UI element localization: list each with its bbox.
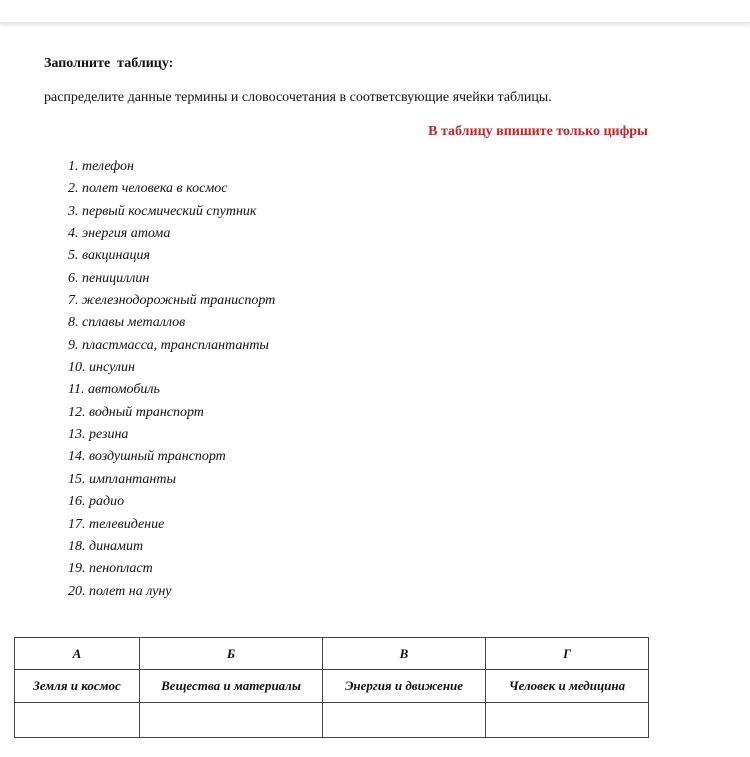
list-item: 5. вакцинация xyxy=(68,248,150,264)
terms-list xyxy=(68,158,275,605)
list-item: 3. первый космический спутник xyxy=(68,203,257,219)
column-title-v: Энергия и движение xyxy=(323,670,486,703)
list-item: 16. радио xyxy=(68,494,125,510)
viewer-top-bar xyxy=(0,0,750,23)
answer-cell-a[interactable] xyxy=(15,703,140,738)
column-letter-g: Г xyxy=(486,638,649,670)
column-title-b: Вещества и материалы xyxy=(140,670,323,703)
list-item: 18. динамит xyxy=(68,538,144,554)
answer-cell-v[interactable] xyxy=(323,703,486,738)
list-item: 13. резина xyxy=(68,427,129,443)
list-item: 1. телефон xyxy=(68,159,134,174)
list-item: 17. телевидение xyxy=(68,516,165,532)
table-row xyxy=(15,670,649,703)
table-row[interactable] xyxy=(15,703,649,738)
task-heading: Заполните таблицу: xyxy=(44,56,174,71)
column-title-g: Человек и медицина xyxy=(486,670,649,703)
list-item: 8. сплавы металлов xyxy=(68,315,186,331)
list-item: 11. автомобиль xyxy=(68,382,160,398)
list-item: 4. энергия атома xyxy=(68,226,171,242)
column-letter-v: В xyxy=(323,638,486,670)
answer-cell-b[interactable] xyxy=(140,703,323,738)
list-item: 12. водный транспорт xyxy=(68,404,204,420)
digits-only-note: В таблицу впишите только цифры xyxy=(428,124,648,139)
list-item: 14. воздушный транспорт xyxy=(68,449,226,465)
table-row xyxy=(15,638,649,670)
list-item: 2. полет человека в космос xyxy=(68,181,228,197)
list-item: 9. пластмасса, трансплантанты xyxy=(68,337,269,353)
column-letter-a: А xyxy=(15,638,140,670)
list-item: 20. полет на луну xyxy=(68,583,172,599)
list-item: 7. железнодорожный траниспорт xyxy=(68,293,276,309)
answer-cell-g[interactable] xyxy=(486,703,649,738)
answer-table xyxy=(14,637,649,738)
column-letter-b: Б xyxy=(140,638,323,670)
list-item: 6. пенициллин xyxy=(68,270,150,286)
list-item: 15. имплантанты xyxy=(68,471,176,487)
list-item: 10. инсулин xyxy=(68,360,135,376)
task-instruction: распределите данные термины и словосочетания в соответсвующие ячейки таблицы. xyxy=(44,90,552,105)
column-title-a: Земля и космос xyxy=(15,670,140,703)
list-item: 19. пенопласт xyxy=(68,561,153,577)
